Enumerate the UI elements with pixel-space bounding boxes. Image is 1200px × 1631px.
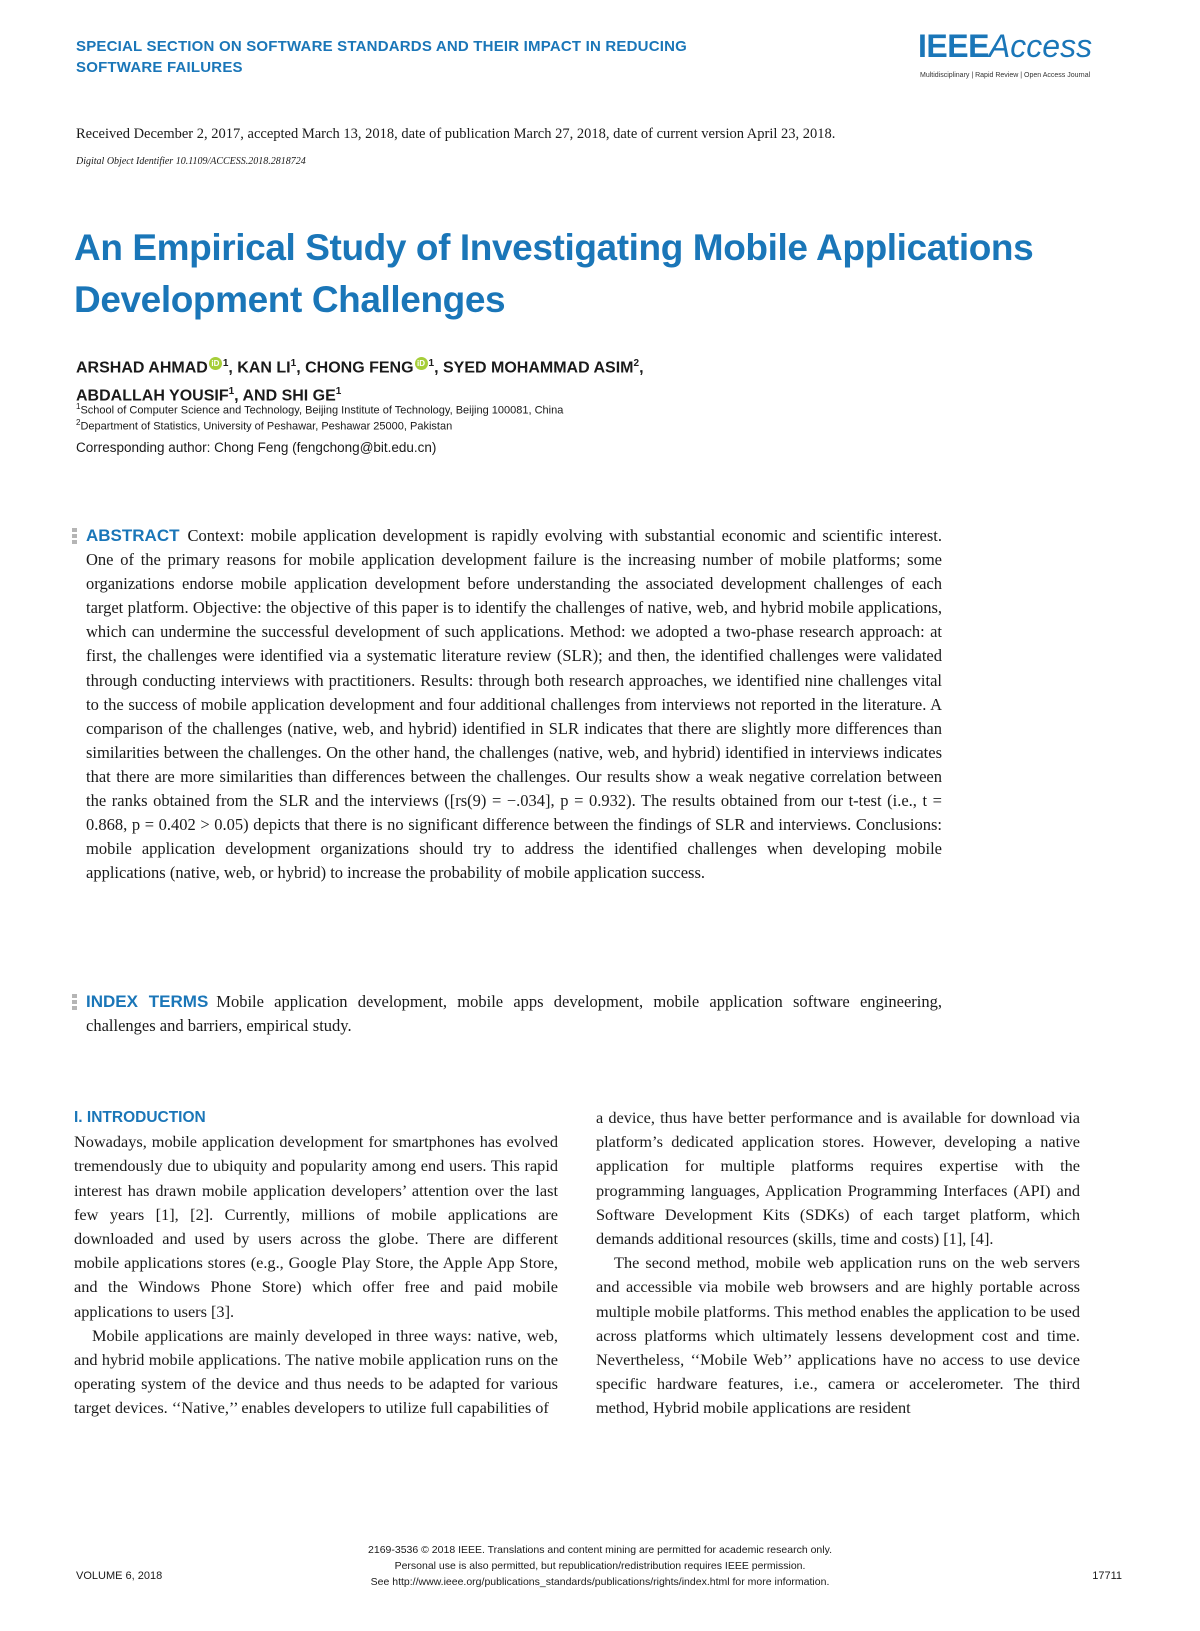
author-name: , KAN LI (228, 359, 291, 377)
affiliation-1 (76, 402, 876, 417)
author-name: ABDALLAH YOUSIF (76, 387, 229, 405)
author-list (76, 352, 1116, 409)
affiliation-number: 2 (76, 418, 81, 427)
author-separator: , (639, 359, 644, 377)
special-section-banner: SPECIAL SECTION ON SOFTWARE STANDARDS AND THEIR IMPACT IN REDUCING SOFTWARE FAILURES (76, 38, 687, 76)
copyright-line: 2169-3536 © 2018 IEEE. Translations and content mining are permitted for academic research only. (368, 1544, 832, 1556)
copyright-line: See http://www.ieee.org/publications_standards/publications/rights/index.html for more information. (370, 1576, 830, 1588)
affiliation-number: 1 (76, 402, 81, 411)
index-terms-text: Mobile application development, mobile apps development, mobile application software engineering, challenges and barriers, empirical study. (86, 992, 942, 1036)
abstract-block (86, 524, 942, 885)
paragraph: Nowadays, mobile application development for smartphones has evolved tremendously due to ubiquity and popularity among end users. This rapid interest has drawn mobile application developers’ attention over the last few years [1], [2]. Currently, millions of mobile applications are downloaded and used by users across the globe. There are different mobile applications stores (e.g., Google Play Store, the Apple App Store, and the Windows Phone Store) which offer free and paid mobile applications to users [3]. (74, 1132, 558, 1321)
copyright-line: Personal use is also permitted, but republication/redistribution requires IEEE permission. (394, 1560, 806, 1572)
left-column (74, 1106, 558, 1421)
corresponding-author: Corresponding author: Chong Feng (fengchong@bit.edu.cn) (76, 440, 437, 455)
index-terms-block (86, 990, 942, 1038)
affiliation-sup: 2 (633, 358, 640, 369)
affiliation-sup: 1 (290, 358, 297, 369)
paragraph: The second method, mobile web application runs on the web servers and accessible via mobile web browsers and are highly portable across multiple mobile platforms. This method enables the application to be used across platforms which ultimately lessens development cost and time. Nevertheless, ‘‘Mobile Web’’ applications have no access to use device specific hardware features, i.e., camera or accelerometer. The third method, Hybrid mobile applications are resident (596, 1253, 1080, 1418)
received-dates: Received December 2, 2017, accepted March 13, 2018, date of publication March 27, 2018, date of current version April 23, 2018. (76, 126, 836, 142)
abstract-marker-icon (72, 528, 78, 548)
right-column (596, 1106, 1080, 1421)
logo-tagline: Multidisciplinary | Rapid Review | Open Access Journal (920, 72, 1091, 79)
affiliation-text: School of Computer Science and Technology, Beijing Institute of Technology, Beijing 100081, China (80, 404, 564, 417)
paper-title: An Empirical Study of Investigating Mobile Applications Development Challenges (74, 227, 1034, 320)
ieee-access-logo (918, 28, 1128, 84)
volume-label: VOLUME 6, 2018 (76, 1570, 163, 1582)
affiliation-sup: 1 (428, 358, 435, 369)
author-name: , CHONG FENG (296, 359, 414, 377)
affiliation-sup: 1 (222, 358, 229, 369)
copyright-notice (280, 1542, 920, 1590)
abstract-text: Context: mobile application development is rapidly evolving with substantial economic and scientific interest. One of the primary reasons for mobile application development failure is the increasing number of mobile platforms; some organizations endorse mobile application development before understanding the associated development challenges of each target platform. Objective: the objective of this paper is to identify the challenges of native, web, and hybrid mobile applications, which can undermine the successful development of such applications. Method: we adopted a two-phase research approach: at first, the challenges were identified via a systematic literature review (SLR); and then, the identified challenges were validated through conducting interviews with practitioners. Results: through both research approaches, we identified nine challenges vital to the success of mobile application development and four additional challenges from interviews not reported in the literature. A comparison of the challenges (native, web, and hybrid) identified in SLR indicates that there are slightly more differences than similarities between the challenges. On the other hand, the challenges (native, web, and hybrid) identified in interviews indicates that there are more similarities than differences between the challenges. Our results show a weak negative correlation between the ranks obtained from the SLR and the interviews ([rs(9) = −.034], p = 0.932). The results obtained from our t-test (i.e., t = 0.868, p = 0.402 > 0.05) depicts that there is no significant difference between the findings of SLR and interviews. Conclusions: mobile application development organizations should try to address the identified challenges when developing mobile applications (native, web, or hybrid) to increase the probability of mobile application success. (86, 526, 942, 883)
page-number: 17711 (1092, 1570, 1122, 1582)
orcid-icon[interactable]: iD (415, 357, 428, 370)
index-terms-heading: INDEX TERMS (86, 992, 209, 1011)
affiliation-sup: 1 (228, 386, 235, 398)
paragraph: Mobile applications are mainly developed in three ways: native, web, and hybrid mobile applications. The native mobile application runs on the operating system of the device and thus needs to be adapted for various target devices. ‘‘Native,’’ enables developers to utilize full capabilities of (74, 1325, 558, 1418)
affiliation-sup: 1 (335, 386, 342, 398)
abstract-heading: ABSTRACT (86, 526, 180, 545)
logo-ieee-text: IEEE (918, 28, 989, 64)
orcid-icon[interactable]: iD (209, 357, 222, 370)
doi-line: Digital Object Identifier 10.1109/ACCESS.2018.2818724 (76, 156, 306, 167)
section-heading: I. INTRODUCTION (74, 1109, 206, 1126)
author-name: , SYED MOHAMMAD ASIM (434, 359, 634, 377)
affiliation-text: Department of Statistics, University of Peshawar, Peshawar 25000, Pakistan (80, 420, 453, 433)
index-terms-marker-icon (72, 994, 78, 1014)
author-name: ARSHAD AHMAD (76, 359, 208, 377)
author-name: , AND SHI GE (234, 387, 336, 405)
paragraph: a device, thus have better performance and is available for download via platform’s dedicated application stores. However, developing a native application for multiple platforms requires expertise with the programming languages, Application Programming Interfaces (API) and Software Development Kits (SDKs) of each target platform, which demands additional resources (skills, time and costs) [1], [4]. (596, 1108, 1080, 1249)
affiliation-2 (76, 418, 876, 433)
logo-access-text: Access (988, 28, 1093, 64)
